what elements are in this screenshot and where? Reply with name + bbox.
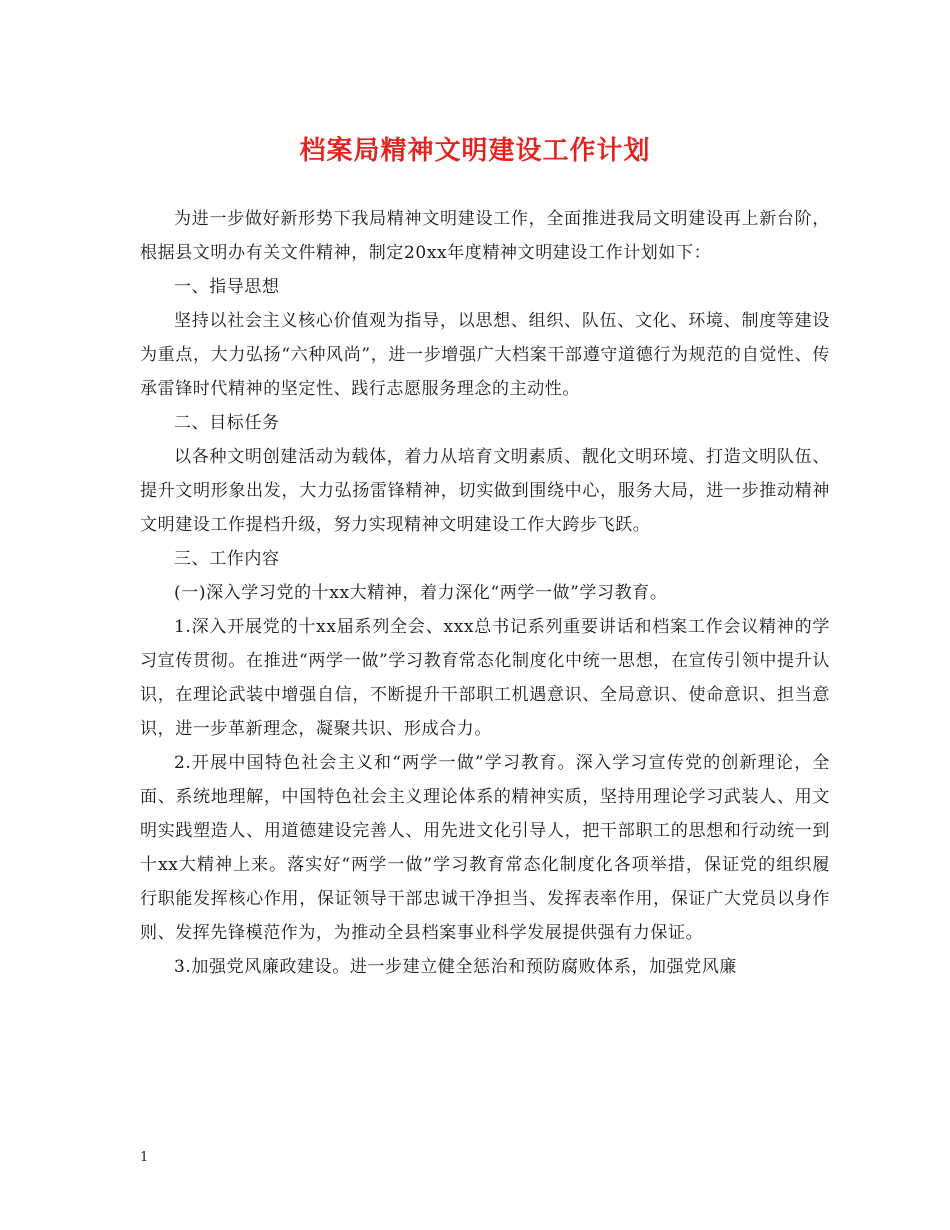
section-heading-goals: 二、目标任务 [174,413,280,433]
paragraph-guiding-ideology: 坚持以社会主义核心价值观为指导，以思想、组织、队伍、文化、环境、制度等建设为重点，大力弘扬“六种风尚”，进一步增强广大档案干部遵守道德行为规范的自觉性、传承雷锋时代精神的坚定性、践行志愿服务理念的主动性。 [140,311,830,399]
page-number: 1 [140,1150,149,1165]
document-body [140,202,830,984]
paragraph-intro: 为进一步做好新形势下我局精神文明建设工作，全面推进我局文明建设再上新台阶，根据县文明办有关文件精神，制定20xx年度精神文明建设工作计划如下： [140,209,830,263]
paragraph-item-2: 2.开展中国特色社会主义和“两学一做”学习教育。深入学习宣传党的创新理论，全面、系统地理解，中国特色社会主义理论体系的精神实质，坚持用理论学习武装人、用文明实践塑造人、用道德建设完善人、用先进文化引导人，把干部职工的思想和行动统一到十xx大精神上来。落实好“两学一做”学习教育常态化制度化各项举措，保证党的组织履行职能发挥核心作用，保证领导干部忠诚干净担当、发挥表率作用，保证广大党员以身作则、发挥先锋模范作为，为推动全县档案事业科学发展提供强有力保证。 [140,753,830,943]
section-heading-guiding-ideology: 一、指导思想 [174,277,280,297]
paragraph-item-1: 1.深入开展党的十xx届系列全会、xxx总书记系列重要讲话和档案工作会议精神的学习宣传贯彻。在推进“两学一做”学习教育常态化制度化中统一思想，在宣传引领中提升认识，在理论武装中增强自信，不断提升干部职工机遇意识、全局意识、使命意识、担当意识，进一步革新理念，凝聚共识、形成合力。 [140,617,830,739]
paragraph-item-3: 3.加强党风廉政建设。进一步建立健全惩治和预防腐败体系，加强党风廉 [174,957,738,977]
subsection-heading-study: (一)深入学习党的十xx大精神，着力深化“两学一做”学习教育。 [174,583,668,603]
section-heading-work-content: 三、工作内容 [174,549,280,569]
paragraph-goals: 以各种文明创建活动为载体，着力从培育文明素质、靓化文明环境、打造文明队伍、提升文明形象出发，大力弘扬雷锋精神，切实做到围绕中心，服务大局，进一步推动精神文明建设工作提档升级，努力实现精神文明建设工作大跨步飞跃。 [140,447,830,535]
document-title: 档案局精神文明建设工作计划 [299,136,651,166]
